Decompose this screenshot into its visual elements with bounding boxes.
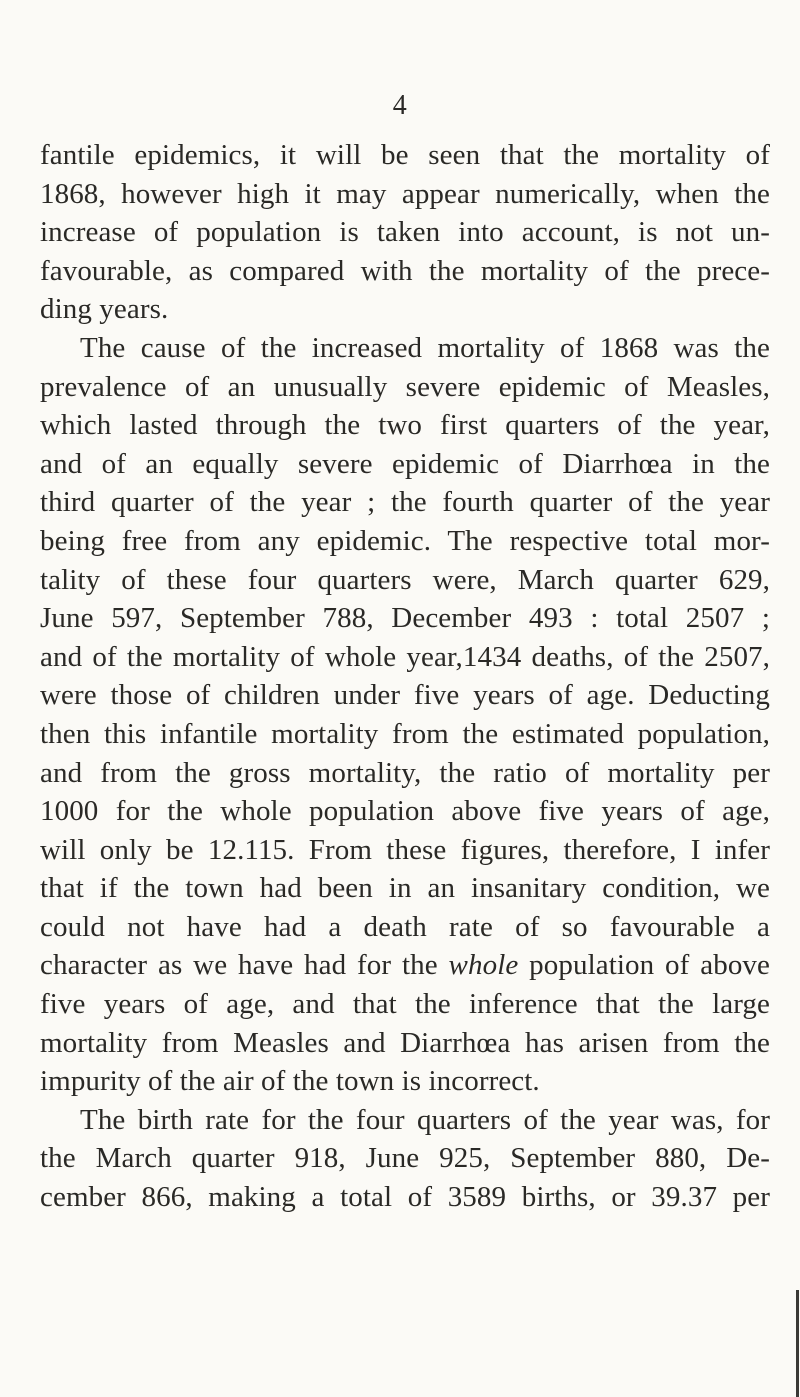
text-line: were those of children under five years of age. Deducting (40, 679, 770, 712)
text-line: could not have had a death rate of so favourable a (40, 910, 770, 943)
text-line: fantile epidemics, it will be seen that the mortality of (40, 139, 770, 171)
text-line: impurity of the air of the town is incorrect. (40, 1065, 540, 1098)
text-line: and from the gross mortality, the ratio of mortality per (40, 756, 770, 789)
page-number: 4 (392, 90, 408, 121)
text-line-with-emphasis (40, 946, 770, 985)
text-line: June 597, September 788, December 493 : total 2507 ; (40, 602, 770, 635)
text-line: favourable, as compared with the mortality of the prece- (40, 254, 770, 287)
text-line: prevalence of an unusually severe epidemic of Measles, (40, 370, 770, 403)
text-line: mortality from Measles and Diarrhœa has arisen from the (40, 1026, 770, 1059)
text-line: third quarter of the year ; the fourth quarter of the year (40, 486, 770, 519)
text-segment: character as we have had for the (40, 949, 438, 982)
page-edge-shadow (796, 1290, 799, 1397)
text-line: The cause of the increased mortality of 1868 was the (80, 331, 770, 364)
emphasized-word: whole (448, 949, 519, 982)
text-line: then this infantile mortality from the estimated population, (40, 717, 770, 750)
text-line: increase of population is taken into account, is not un- (40, 216, 770, 249)
text-line: that if the town had been in an insanitary condition, we (40, 872, 770, 905)
text-line: five years of age, and that the inference that the large (40, 988, 770, 1021)
text-line: tality of these four quarters were, March quarter 629, (40, 563, 770, 596)
text-line: ding years. (40, 293, 169, 326)
text-line: 1868, however high it may appear numerically, when the (40, 177, 770, 210)
text-line: and of an equally severe epidemic of Diarrhœa in the (40, 447, 770, 480)
text-line: which lasted through the two first quarters of the year, (40, 409, 770, 442)
text-line: and of the mortality of whole year,1434 deaths, of the 2507, (40, 640, 770, 673)
body-text (40, 136, 770, 1217)
text-line: cember 866, making a total of 3589 births, or 39.37 per (40, 1181, 770, 1214)
text-segment: population of above (529, 949, 770, 982)
text-line: The birth rate for the four quarters of the year was, for (80, 1103, 770, 1136)
text-line: 1000 for the whole population above five years of age, (40, 795, 770, 828)
text-line: will only be 12.115. From these figures, therefore, I infer (40, 833, 770, 866)
text-line: being free from any epidemic. The respective total mor- (40, 524, 770, 557)
text-line: the March quarter 918, June 925, September 880, De- (40, 1142, 770, 1175)
